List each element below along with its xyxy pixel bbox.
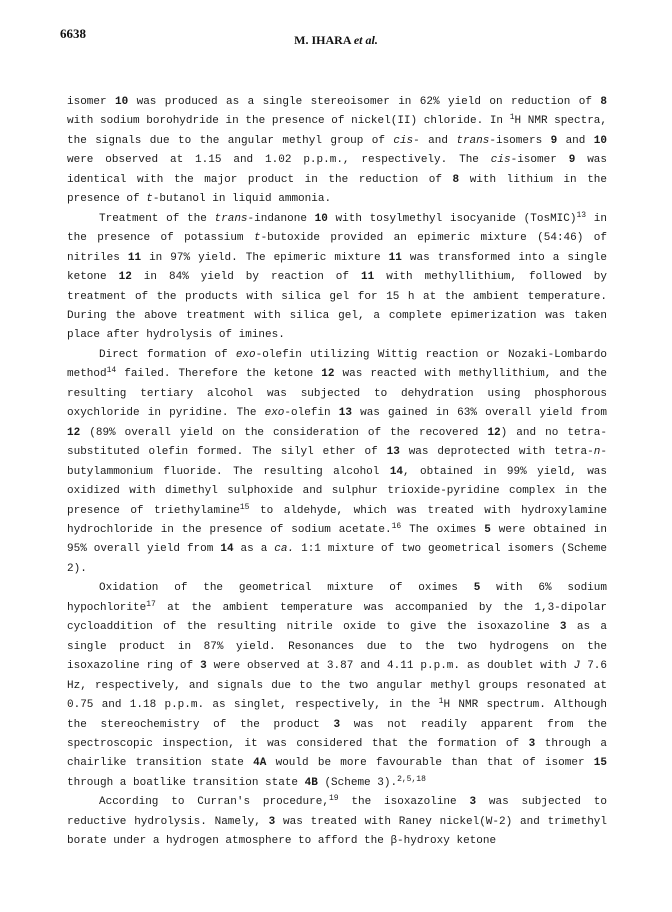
text-run: 7.6 Hz, respectively, and signals due to the two angular methyl groups resonated at 0.75 and 1.18 p.p.m. as singlet, respectively, in the — [67, 660, 607, 712]
superscript-reference: 19 — [328, 794, 339, 804]
compound-number: 10 — [593, 134, 607, 147]
superscript-reference: 16 — [391, 521, 402, 531]
compound-number: 12 — [321, 368, 335, 381]
paragraph-curran — [67, 793, 607, 851]
text-run: According to Curran's procedure, — [99, 796, 329, 809]
text-run: as a — [233, 543, 275, 556]
italic-text: n — [593, 446, 601, 459]
text-run: with sodium borohydride in the presence of nickel(II) chloride. In — [67, 115, 510, 128]
italic-text: J — [573, 660, 581, 673]
italic-text: exo — [264, 407, 285, 420]
text-run: -indanone — [247, 212, 315, 225]
compound-number: 14 — [220, 543, 234, 556]
text-run: were obtained in 95% overall yield from — [67, 523, 607, 556]
compound-number: 10 — [314, 212, 328, 225]
paragraph-oxidation — [67, 579, 607, 793]
compound-number: 11 — [361, 271, 375, 284]
italic-text: cis — [393, 134, 414, 147]
text-run: were observed at 1.15 and 1.02 p.p.m., respectively. The — [67, 154, 491, 167]
text-run: H NMR spectra, the signals due to the angular methyl group of — [67, 115, 607, 147]
compound-number: 13 — [386, 446, 400, 459]
compound-number: 3 — [268, 815, 276, 828]
text-run: to aldehyde, which was treated with hydroxylamine hydrochloride in the presence of sodium acetate. — [67, 504, 607, 536]
compound-number: 3 — [528, 737, 536, 750]
text-run: in the presence of potassium — [67, 212, 607, 245]
compound-number: 5 — [484, 523, 491, 536]
text-run: -olefin utilizing Wittig reaction or Nozaki-Lombardo method — [67, 348, 607, 381]
superscript-reference: 17 — [146, 599, 156, 609]
superscript-reference: 1 — [438, 697, 444, 707]
paragraph-isomer — [67, 93, 607, 210]
compound-number: 15 — [593, 757, 607, 770]
compound-number: 10 — [115, 96, 129, 108]
text-run: isomer — [67, 96, 115, 108]
compound-number: 11 — [127, 251, 142, 264]
text-run: -butanol in liquid ammonia. — [152, 193, 332, 206]
italic-text: cis — [490, 154, 511, 167]
compound-number: 4A — [253, 757, 267, 770]
text-run: (Scheme 3). — [317, 776, 398, 789]
compound-number: 14 — [389, 465, 404, 478]
text-run: with lithium in the presence of — [67, 173, 607, 206]
text-run: in 97% yield. The epimeric mixture — [141, 251, 389, 264]
text-run: -isomers — [489, 134, 551, 147]
text-run: was gained in 63% overall yield from — [351, 407, 607, 420]
running-head-et-al: et al. — [353, 33, 378, 47]
compound-number: 3 — [469, 796, 477, 809]
text-run: H NMR spectrum. Although the stereochemistry of the product — [67, 699, 607, 731]
text-run: would be more favourable than that of isomer — [266, 757, 594, 770]
text-run: was transformed into a single ketone — [67, 251, 607, 284]
page-number: 6638 — [60, 26, 86, 41]
text-run: ) and no tetra-substituted olefin formed. The silyl ether of — [67, 426, 607, 459]
text-run: (89% overall yield on the consideration of the recovered — [80, 426, 488, 439]
compound-number: 12 — [118, 271, 132, 284]
text-run: Treatment of the — [99, 212, 215, 225]
text-run: , obtained in 99% yield, was oxidized with dimethyl sulphoxide and sulphur trioxide-pyridine complex in the presence of triethylamine — [67, 465, 607, 517]
italic-text: t — [253, 232, 261, 245]
compound-number: 11 — [388, 251, 402, 264]
text-run: -butoxide provided an epimeric mixture (54:46) of nitriles — [67, 232, 607, 264]
paragraph-exo-olefin — [67, 346, 607, 579]
compound-number: 3 — [333, 718, 341, 731]
text-run: was identical with the major product in the reduction of — [67, 154, 607, 186]
italic-text: trans — [456, 134, 490, 147]
text-run: with tosylmethyl isocyanide (TosMIC) — [327, 212, 577, 225]
italic-text: t — [146, 193, 153, 206]
italic-text: ca. — [274, 543, 295, 556]
text-run: with methyllithium, followed by treatment of the products with silica gel for 15 h at the ambient temperature. During the above treatment with silica gel, a complete epimerization was taken place after hydrolysis of imines. — [67, 271, 608, 342]
compound-number: 12 — [487, 426, 501, 439]
superscript-reference: 14 — [106, 366, 117, 376]
text-run: was deprotected with tetra- — [399, 446, 594, 459]
text-run: -olefin — [284, 407, 339, 420]
paragraph-trans-indanone — [67, 210, 607, 346]
running-head-author: M. IHARA — [294, 33, 351, 47]
compound-number: 4B — [304, 776, 318, 789]
text-run: Oxidation of the geometrical mixture of oximes — [99, 582, 474, 595]
italic-text: exo — [235, 348, 256, 361]
superscript-reference: 2,5,18 — [397, 774, 426, 784]
text-run: and — [557, 134, 594, 147]
text-run: with 6% sodium hypochlorite — [67, 582, 607, 614]
text-run: was subjected to reductive hydrolysis. Namely, — [67, 796, 607, 828]
text-run: was reacted with methyllithium, and the resulting tertiary alcohol was subjected to dehydration using phosphorous oxychloride in pyridine. The — [67, 368, 607, 420]
text-run: through a chairlike transition state — [67, 737, 608, 770]
italic-text: trans — [214, 212, 248, 225]
compound-number: 13 — [338, 407, 352, 420]
body-text — [67, 93, 607, 852]
text-run: 1:1 mixture of two geometrical isomers (Scheme 2). — [67, 543, 608, 575]
text-run: was treated with Raney nickel(W-2) and trimethyl borate under a hydrogen atmosphere to afford the β-hydroxy ketone — [67, 815, 607, 848]
running-head — [0, 33, 672, 48]
compound-number: 8 — [600, 96, 607, 108]
text-run: was not readily apparent from the spectroscopic inspection, it was considered that the formation of — [67, 718, 607, 750]
compound-number: 8 — [452, 173, 460, 186]
superscript-reference: 1 — [509, 113, 515, 123]
text-run: was produced as a single stereoisomer in 62% yield on reduction of — [128, 96, 601, 108]
text-run: through a boatlike transition state — [67, 776, 305, 789]
text-run: at the ambient temperature was accompanied by the 1,3-dipolar cycloaddition of the resulting nitrile oxide to give the isoxazoline — [67, 601, 607, 634]
compound-number: 5 — [473, 582, 481, 595]
text-run: - and — [413, 134, 457, 147]
text-run: were observed at 3.87 and 4.11 p.p.m. as doublet with — [206, 660, 574, 673]
superscript-reference: 13 — [576, 210, 587, 220]
text-run: -butylammonium fluoride. The resulting alcohol — [67, 446, 607, 478]
text-run: -isomer — [510, 154, 569, 167]
text-run: Direct formation of — [99, 348, 236, 361]
text-run: failed. Therefore the ketone — [116, 368, 322, 381]
compound-number: 3 — [559, 621, 567, 634]
superscript-reference: 15 — [239, 502, 250, 512]
text-run: the isoxazoline — [338, 796, 470, 809]
compound-number: 9 — [550, 134, 558, 147]
compound-number: 12 — [67, 426, 81, 439]
compound-number: 9 — [568, 154, 576, 167]
text-run: The oximes — [401, 523, 485, 536]
text-run: as a single product in 87% yield. Resonances due to the two hydrogens on the isoxazoline ring of — [67, 621, 607, 673]
compound-number: 3 — [200, 660, 207, 673]
text-run: in 84% yield by reaction of — [131, 271, 361, 284]
